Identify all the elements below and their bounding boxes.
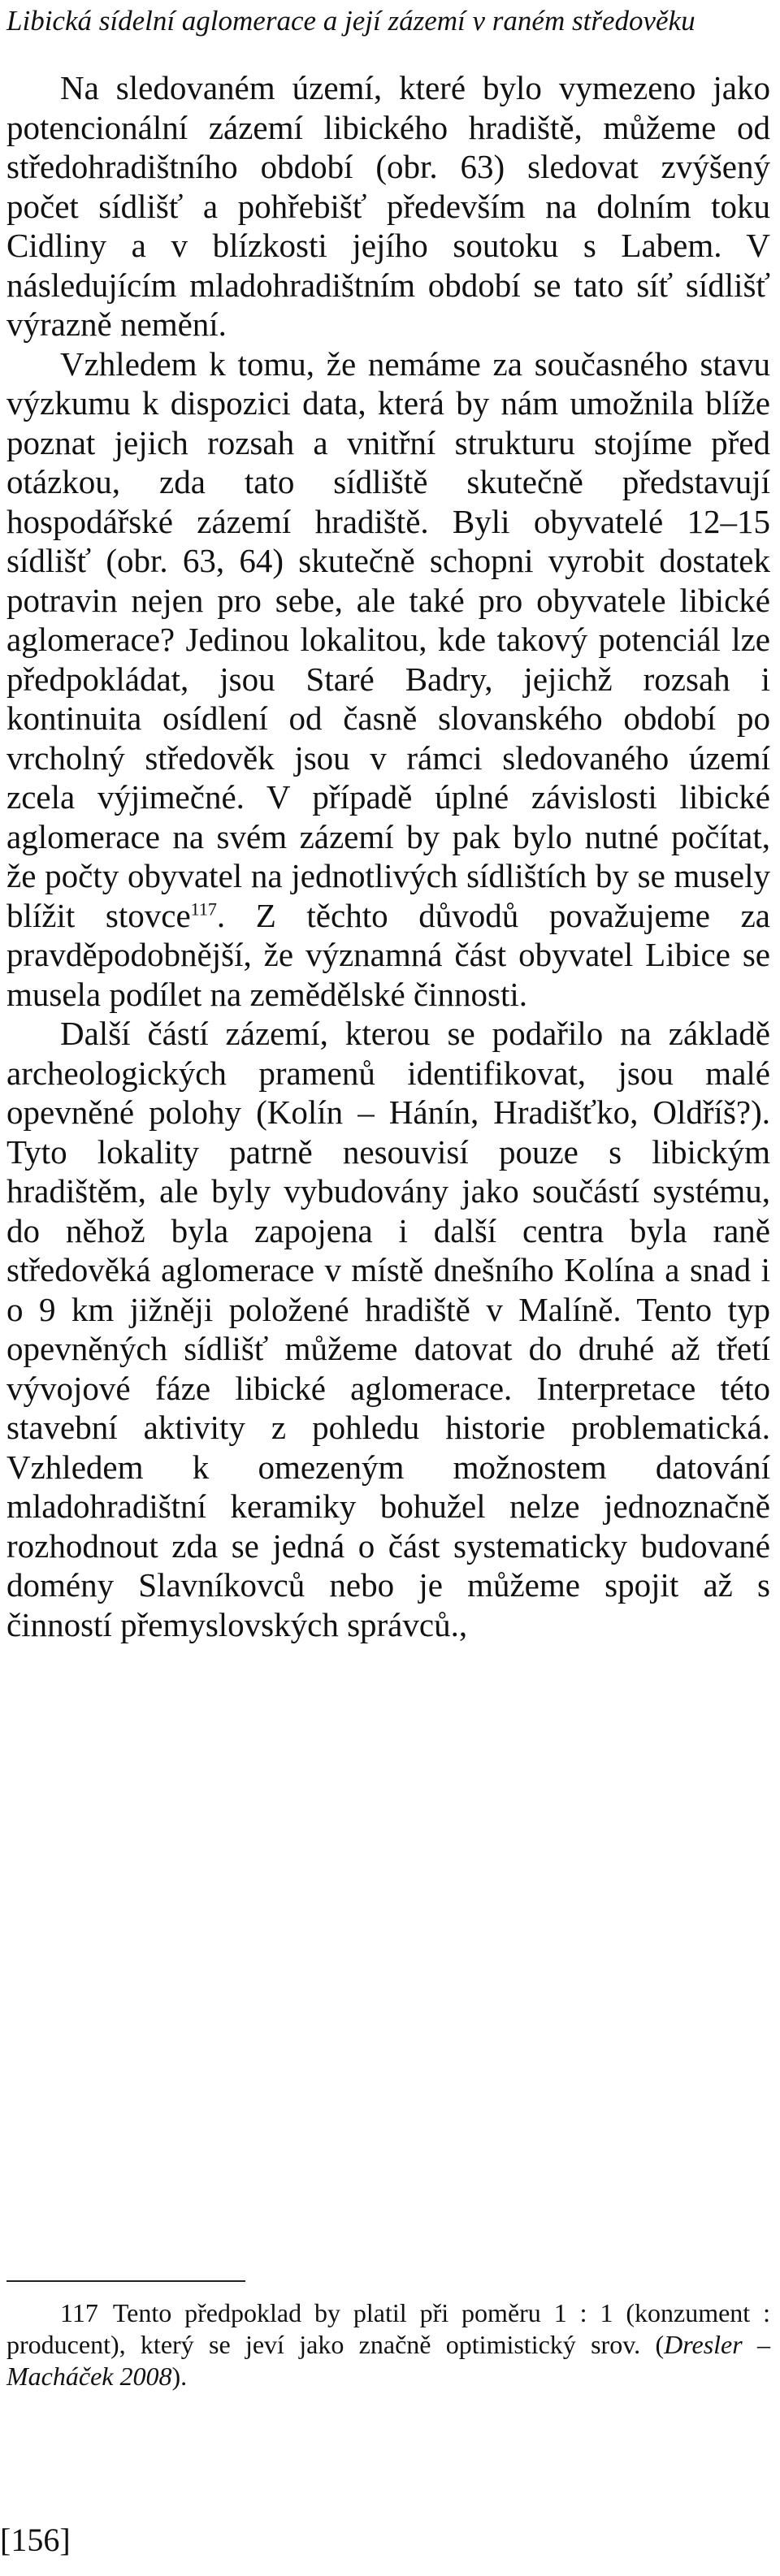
page-number: [156] [0,2522,71,2558]
paragraph-1: Na sledovaném území, které bylo vymezeno jako potencionální zázemí libického hradiště, můžeme od středohradištního období (obr. 63) sledovat zvýšený počet sídlišť a pohřebišť především na dolním toku Cidliny a v blízkosti jejího soutoku s Labem. V následujícím mladohradištním období se tato síť sídlišť výrazně nemění. [6,69,770,343]
footnote-citation: Dresler – Macháček 2008 [6,2330,771,2391]
paragraph-2-part-b: . Z těchto důvodů považujeme za pravděpodobnější, že významná část obyvatel Libice se musela podílet na zemědělské činnosti. [6,896,770,1013]
body-text [6,68,770,1644]
paragraph-2-part-a: Vzhledem k tomu, že nemáme za současného stavu výzkumu k dispozici data, která by nám umožnila blíže poznat jejich rozsah a vnitřní strukturu stojíme před otázkou, zda tato sídliště skutečně představují hospodářské zázemí hradiště. Byli obyvatelé 12–15 sídlišť (obr. 63, 64) skutečně schopni vyrobit dostatek potravin nejen pro sebe, ale také pro obyvatele libické aglomerace? Jedinou lokalitou, kde takový potenciál lze předpokládat, jsou Staré Badry, jejichž rozsah i kontinuita osídlení od časně slovanského období po vrcholný středověk jsou v rámci sledovaného území zcela výjimečné. V případě úplné závislosti libické aglomerace na svém zázemí by pak bylo nutné počítat, že počty obyvatel na jednotlivých sídlištích by se musely blížit stovce [6,344,770,934]
footnote-text-b: ). [171,2362,188,2391]
footnote [6,2297,770,2392]
footnote-text-a: Tento předpoklad by platil při poměru 1 : 1 (konzument : producent), který se jeví jako značně optimistický srov. ( [6,2298,770,2359]
paragraph-2 [6,344,770,1015]
running-header: Libická sídelní aglomerace a její zázemí v raném středověku [6,5,696,37]
footnote-number: 117 [60,2298,98,2327]
paragraph-3: Další částí zázemí, kterou se podařilo na základě archeologických pramenů identifikovat, jsou malé opevněné polohy (Kolín – Hánín, Hradišťko, Oldříš?). Tyto lokality patrně nesouvisí pouze s libickým hradištěm, ale byly vybudovány jako součástí systému, do něhož byla zapojena i další centra byla raně středověká aglomerace v místě dnešního Kolína a snad i o 9 km jižněji položené hradiště v Malíně. Tento typ opevněných sídlišť můžeme datovat do druhé až třetí vývojové fáze libické aglomerace. Interpretace této stavební aktivity z pohledu historie problematická. Vzhledem k omezeným možnostem datování mladohradištní keramiky bohužel nelze jednoznačně rozhodnout zda se jedná o část systematicky budované domény Slavníkovců nebo je můžeme spojit až s činností přemyslovských správců., [6,1015,770,1643]
footnote-divider [6,2280,245,2282]
footnote-reference[interactable]: 117 [190,898,217,919]
